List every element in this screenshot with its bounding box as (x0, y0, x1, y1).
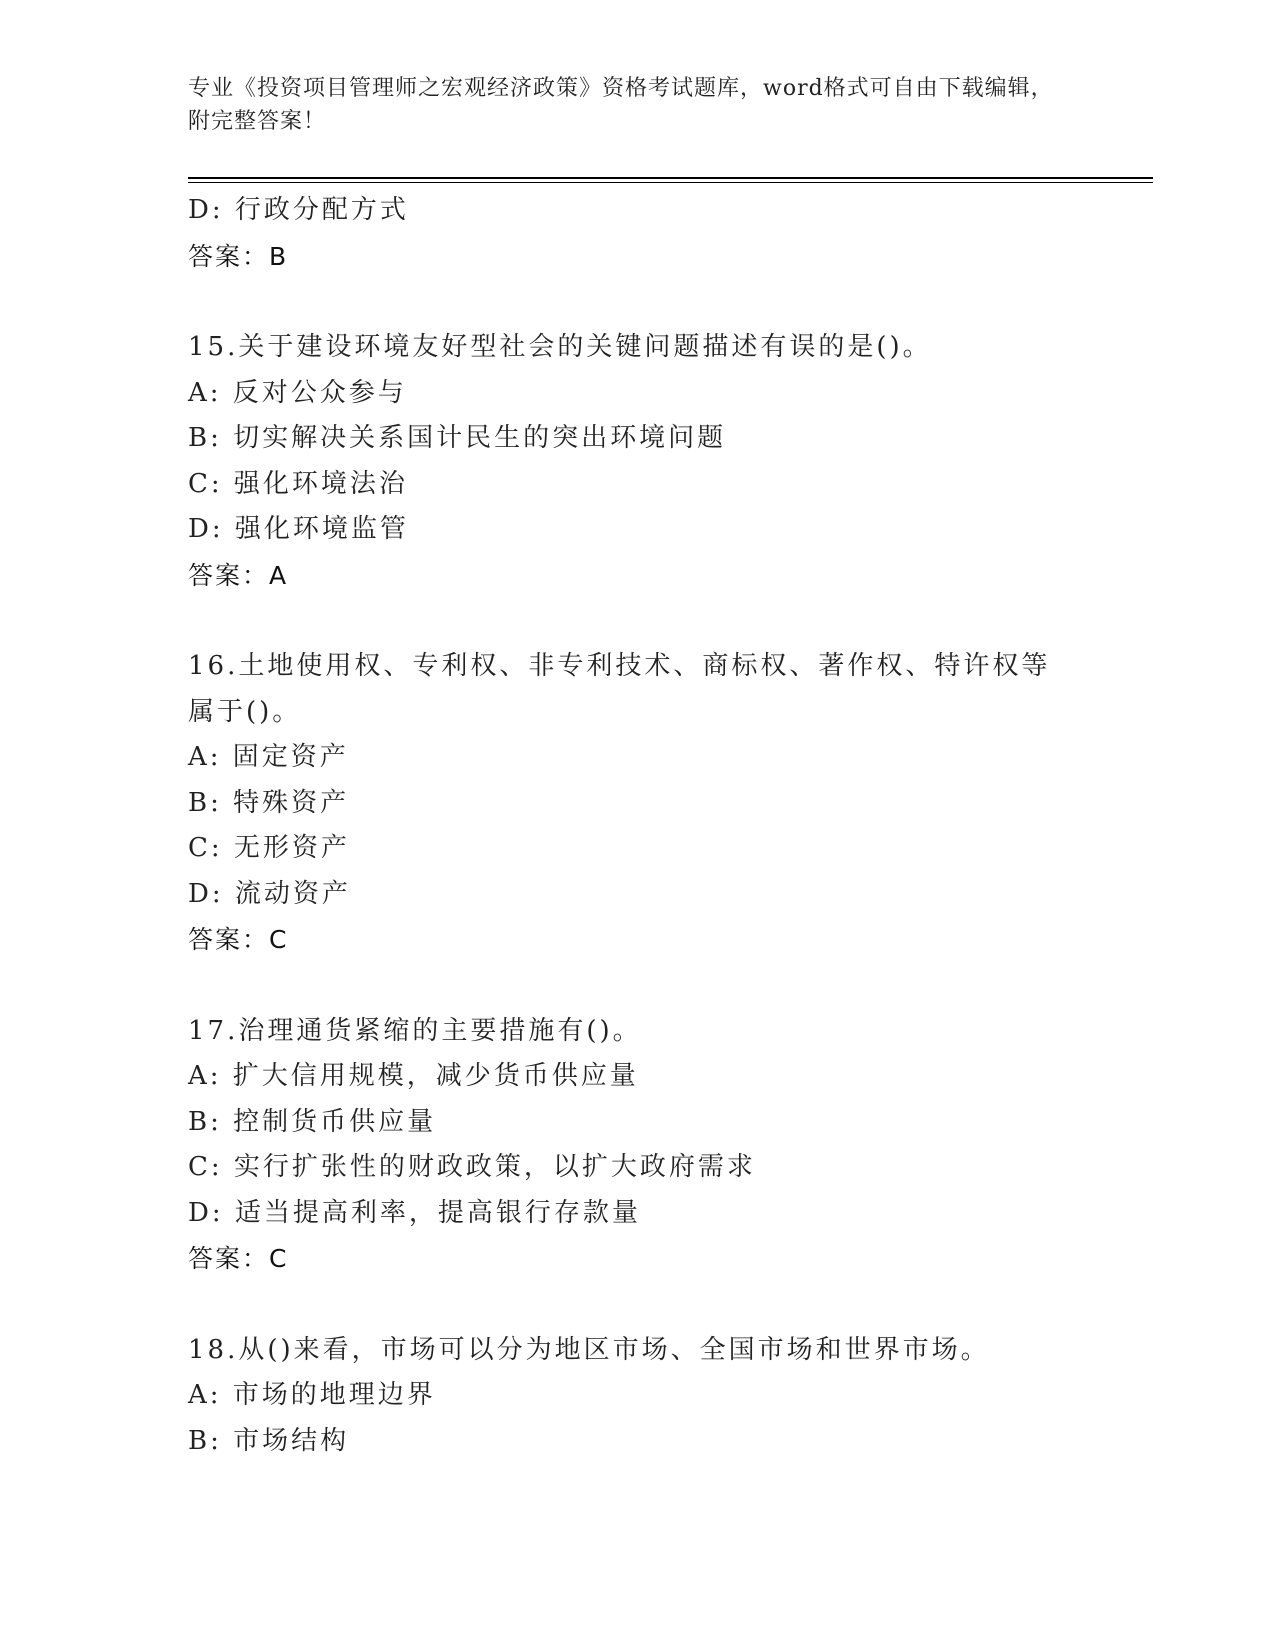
question-stem: 16.土地使用权、专利权、非专利技术、商标权、著作权、特许权等属于()。 (188, 651, 1051, 727)
option-a: A: 市场的地理边界 (188, 1380, 436, 1410)
question-content (188, 188, 1088, 1464)
question-stem: 15.关于建设环境友好型社会的关键问题描述有误的是()。 (188, 332, 932, 362)
option-d: D: 行政分配方式 (188, 195, 409, 225)
question-block-15 (188, 325, 1088, 598)
header-rule-thin (188, 182, 1153, 183)
option-a: A: 固定资产 (188, 742, 349, 772)
answer-line: 答案：B (188, 241, 289, 271)
option-d: D: 流动资产 (188, 878, 351, 909)
question-block-18 (188, 1328, 1088, 1465)
option-c: C: 实行扩张性的财政政策，以扩大政府需求 (188, 1152, 756, 1182)
option-b: B: 控制货币供应量 (188, 1106, 437, 1137)
option-d: D: 强化环境监管 (188, 514, 409, 544)
document-header: 专业《投资项目管理师之宏观经济政策》资格考试题库，word格式可自由下载编辑，附完整答案！ (188, 76, 1054, 134)
option-c: C: 无形资产 (188, 833, 350, 863)
question-block-17 (188, 1009, 1088, 1282)
answer-line: 答案：C (188, 925, 289, 954)
answer-line: 答案：C (188, 1244, 289, 1273)
question-stem: 18.从()来看，市场可以分为地区市场、全国市场和世界市场。 (188, 1334, 990, 1365)
option-a: A: 扩大信用规模，减少货币供应量 (188, 1061, 639, 1091)
option-b: B: 市场结构 (188, 1425, 350, 1456)
question-block-16 (188, 644, 1088, 963)
header-rule-thick (188, 177, 1153, 179)
answer-line: 答案：A (188, 560, 289, 590)
option-a: A: 反对公众参与 (188, 377, 407, 408)
option-c: C: 强化环境法治 (188, 468, 408, 499)
option-b: B: 特殊资产 (188, 787, 350, 818)
option-b: B: 切实解决关系国计民生的突出环境问题 (188, 423, 727, 453)
question-stem: 17.治理通货紧缩的主要措施有()。 (188, 1015, 642, 1046)
option-d: D: 适当提高利率，提高银行存款量 (188, 1197, 641, 1228)
